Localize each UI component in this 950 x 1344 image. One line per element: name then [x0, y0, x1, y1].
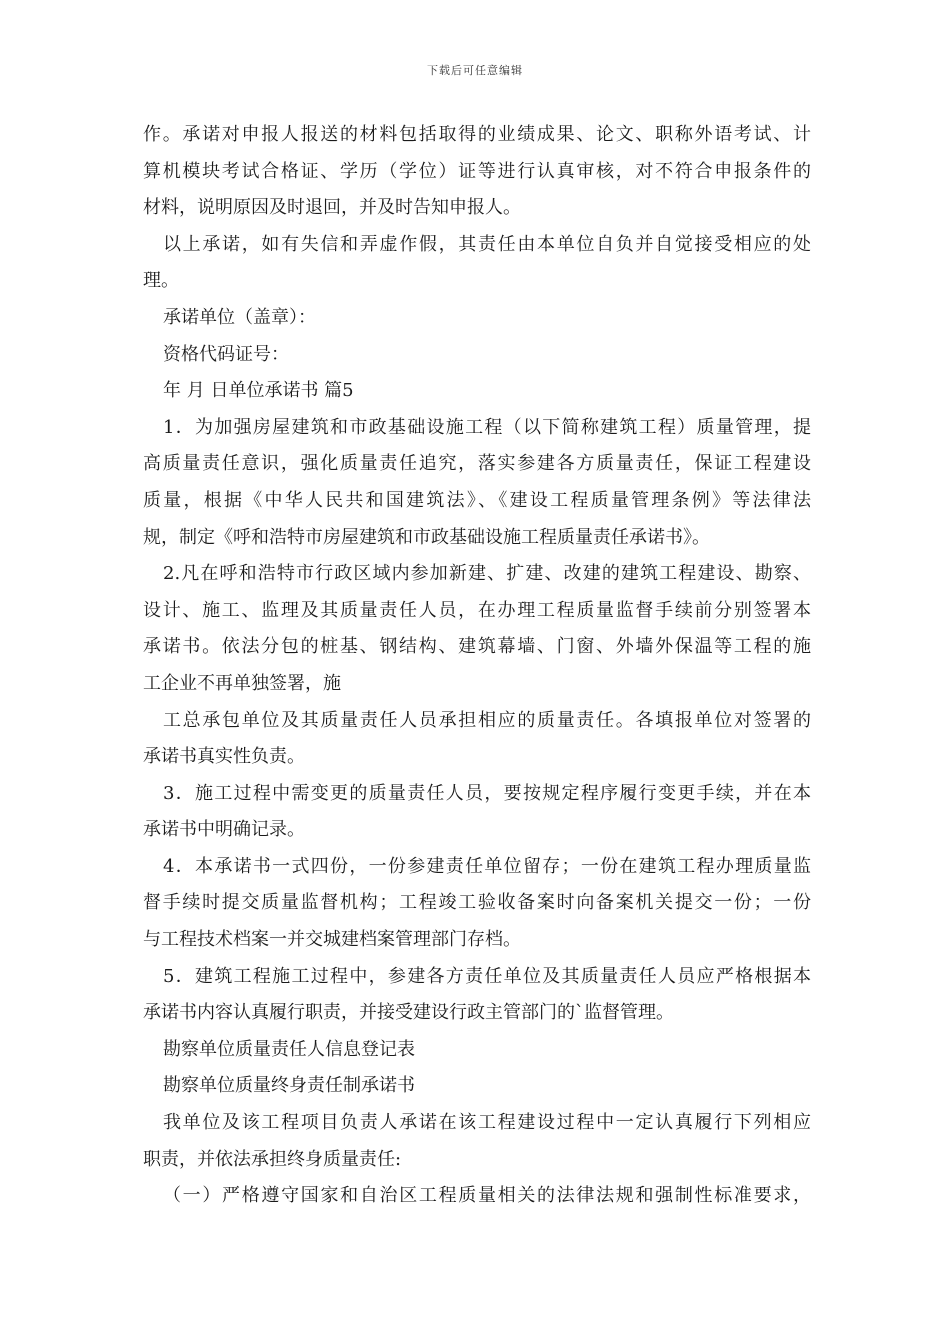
text-line: 督手续时提交质量监督机构；工程竣工验收备案时向备案机关提交一份；一份: [143, 892, 811, 914]
text-line: 高质量责任意识，强化质量责任追究，落实参建各方质量责任，保证工程建设: [143, 453, 811, 475]
text-line: 职责，并依法承担终身质量责任:: [143, 1148, 402, 1170]
text-line: 承诺单位（盖章）：: [163, 306, 316, 328]
text-line: 理。: [143, 270, 179, 292]
text-line: 承诺书。依法分包的桩基、钢结构、建筑幕墙、门窗、外墙外保温等工程的施: [143, 636, 811, 658]
text-line: 与工程技术档案一并交城建档案管理部门存档。: [143, 929, 521, 951]
text-line: 材料，说明原因及时退回，并及时告知申报人。: [143, 197, 521, 219]
text-line: 3．施工过程中需变更的质量责任人员，要按规定程序履行变更手续，并在本: [163, 782, 811, 804]
text-line: 勘察单位质量终身责任制承诺书: [163, 1075, 415, 1097]
text-line: （一）严格遵守国家和自治区工程质量相关的法律法规和强制性标准要求，: [163, 1185, 811, 1207]
text-line: 5．建筑工程施工过程中，参建各方责任单位及其质量责任人员应严格根据本: [163, 965, 811, 987]
text-line: 承诺书内容认真履行职责，并接受建设行政主管部门的`监督管理。: [143, 1002, 674, 1024]
text-line: 我单位及该工程项目负责人承诺在该工程建设过程中一定认真履行下列相应: [163, 1112, 811, 1134]
text-line: 承诺书中明确记录。: [143, 819, 305, 841]
text-line: 1．为加强房屋建筑和市政基础设施工程（以下简称建筑工程）质量管理，提: [163, 416, 811, 438]
text-line: 作。承诺对申报人报送的材料包括取得的业绩成果、论文、职称外语考试、计: [143, 124, 811, 145]
text-line: 以上承诺，如有失信和弄虚作假，其责任由本单位自负并自觉接受相应的处: [163, 233, 811, 255]
text-line: 4．本承诺书一式四份，一份参建责任单位留存；一份在建筑工程办理质量监: [163, 855, 811, 877]
page-header: 下载后可任意编辑: [427, 64, 523, 77]
text-line: 勘察单位质量责任人信息登记表: [163, 1038, 415, 1060]
text-line: 质量，根据《中华人民共和国建筑法》、《建设工程质量管理条例》等法律法: [143, 489, 811, 511]
text-line: 承诺书真实性负责。: [143, 746, 305, 768]
text-line: 工企业不再单独签署，施: [143, 672, 341, 694]
text-line: 算机模块考试合格证、学历（学位）证等进行认真审核，对不符合申报条件的: [143, 160, 811, 182]
text-line: 工总承包单位及其质量责任人员承担相应的质量责任。各填报单位对签署的: [163, 709, 811, 731]
text-line: 规，制定《呼和浩特市房屋建筑和市政基础设施工程质量责任承诺书》。: [143, 526, 710, 548]
text-line: 2.凡在呼和浩特市行政区域内参加新建、扩建、改建的建筑工程建设、勘察、: [163, 563, 811, 585]
text-line: 年 月 日单位承诺书 篇5: [163, 380, 354, 402]
text-line: 资格代码证号：: [163, 343, 289, 365]
text-line: 设计、施工、监理及其质量责任人员，在办理工程质量监督手续前分别签署本: [143, 599, 811, 621]
document-body: [143, 117, 811, 1215]
